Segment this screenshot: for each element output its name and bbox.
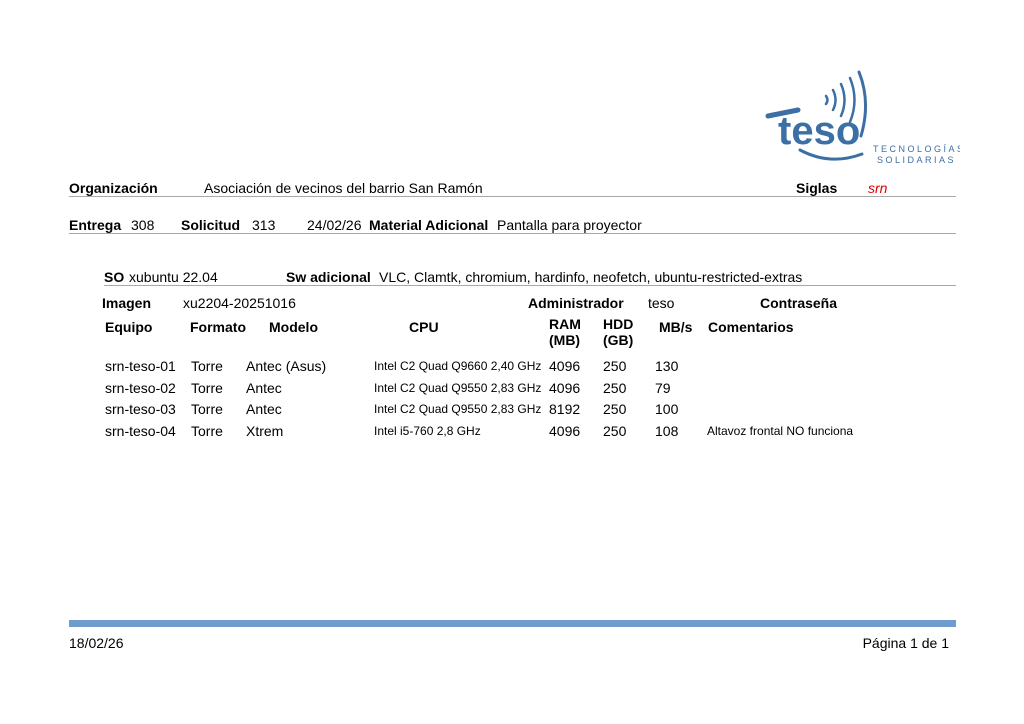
logo-tagline-2: SOLIDARIAS: [877, 155, 957, 165]
cell-mbs: 108: [655, 423, 679, 439]
col-header-ram: RAM: [549, 316, 581, 332]
cell-equipo: srn-teso-02: [105, 380, 176, 396]
siglas-label: Siglas: [796, 180, 838, 196]
cell-cpu: Intel C2 Quad Q9660 2,40 GHz: [374, 359, 542, 373]
siglas-value: srn: [868, 180, 888, 196]
so-value: xubuntu 22.04: [129, 269, 218, 285]
cell-cpu: Intel C2 Quad Q9550 2,83 GHz: [374, 402, 542, 416]
software-divider: [104, 285, 956, 286]
cell-hdd: 250: [603, 358, 627, 374]
password-label: Contraseña: [760, 295, 838, 311]
cell-formato: Torre: [191, 358, 223, 374]
material-value: Pantalla para proyector: [497, 217, 642, 233]
teso-logo-graphic: [760, 66, 960, 168]
cell-comentarios: Altavoz frontal NO funciona: [707, 424, 854, 438]
cell-hdd: 250: [603, 380, 627, 396]
col-header-formato: Formato: [190, 319, 246, 335]
footer-bar: [69, 620, 956, 627]
col-header-hdd: HDD: [603, 316, 634, 332]
footer-date: 18/02/26: [69, 635, 124, 651]
cell-mbs: 130: [655, 358, 679, 374]
col-header-mbs: MB/s: [659, 319, 693, 335]
cell-modelo: Antec (Asus): [246, 358, 327, 374]
logo-tagline-1: TECNOLOGÍAS: [873, 144, 960, 154]
cell-cpu: Intel C2 Quad Q9550 2,83 GHz: [374, 381, 542, 395]
entrega-value: 308: [131, 217, 155, 233]
cell-hdd: 250: [603, 423, 627, 439]
cell-ram: 4096: [549, 358, 581, 374]
logo-brand-text: teso: [778, 109, 861, 153]
cell-equipo: srn-teso-04: [105, 423, 176, 439]
org-label: Organización: [69, 180, 158, 196]
col-header-cpu: CPU: [409, 319, 439, 335]
imagen-label: Imagen: [102, 295, 152, 311]
col-header-ram-unit: (MB): [549, 332, 581, 348]
cell-equipo: srn-teso-01: [105, 358, 176, 374]
cell-mbs: 79: [655, 380, 671, 396]
sw-value: VLC, Clamtk, chromium, hardinfo, neofetch, ubuntu-restricted-extras: [379, 269, 803, 285]
col-header-equipo: Equipo: [105, 319, 153, 335]
cell-formato: Torre: [191, 423, 223, 439]
cell-cpu: Intel i5-760 2,8 GHz: [374, 424, 481, 438]
cell-modelo: Xtrem: [246, 423, 284, 439]
admin-label: Administrador: [528, 295, 624, 311]
cell-hdd: 250: [603, 401, 627, 417]
org-value: Asociación de vecinos del barrio San Ramón: [204, 180, 483, 196]
cell-ram: 4096: [549, 380, 581, 396]
cell-equipo: srn-teso-03: [105, 401, 176, 417]
entrega-label: Entrega: [69, 217, 122, 233]
cell-ram: 8192: [549, 401, 581, 417]
teso-logo: [760, 66, 960, 168]
imagen-value: xu2204-20251016: [183, 295, 296, 311]
cell-formato: Torre: [191, 380, 223, 396]
col-header-hdd-unit: (GB): [603, 332, 634, 348]
col-header-comentarios: Comentarios: [708, 319, 794, 335]
cell-mbs: 100: [655, 401, 679, 417]
footer-page-number: Página 1 de 1: [862, 635, 949, 651]
org-divider: [69, 196, 956, 197]
col-header-modelo: Modelo: [269, 319, 318, 335]
cell-formato: Torre: [191, 401, 223, 417]
solicitud-label: Solicitud: [181, 217, 241, 233]
cell-modelo: Antec: [246, 401, 282, 417]
material-label: Material Adicional: [369, 217, 489, 233]
sw-label: Sw adicional: [286, 269, 371, 285]
cell-modelo: Antec: [246, 380, 282, 396]
solicitud-value: 313: [252, 217, 276, 233]
cell-ram: 4096: [549, 423, 581, 439]
entrega-date: 24/02/26: [307, 217, 362, 233]
entrega-divider: [69, 233, 956, 234]
so-label: SO: [104, 269, 125, 285]
admin-value: teso: [648, 295, 675, 311]
